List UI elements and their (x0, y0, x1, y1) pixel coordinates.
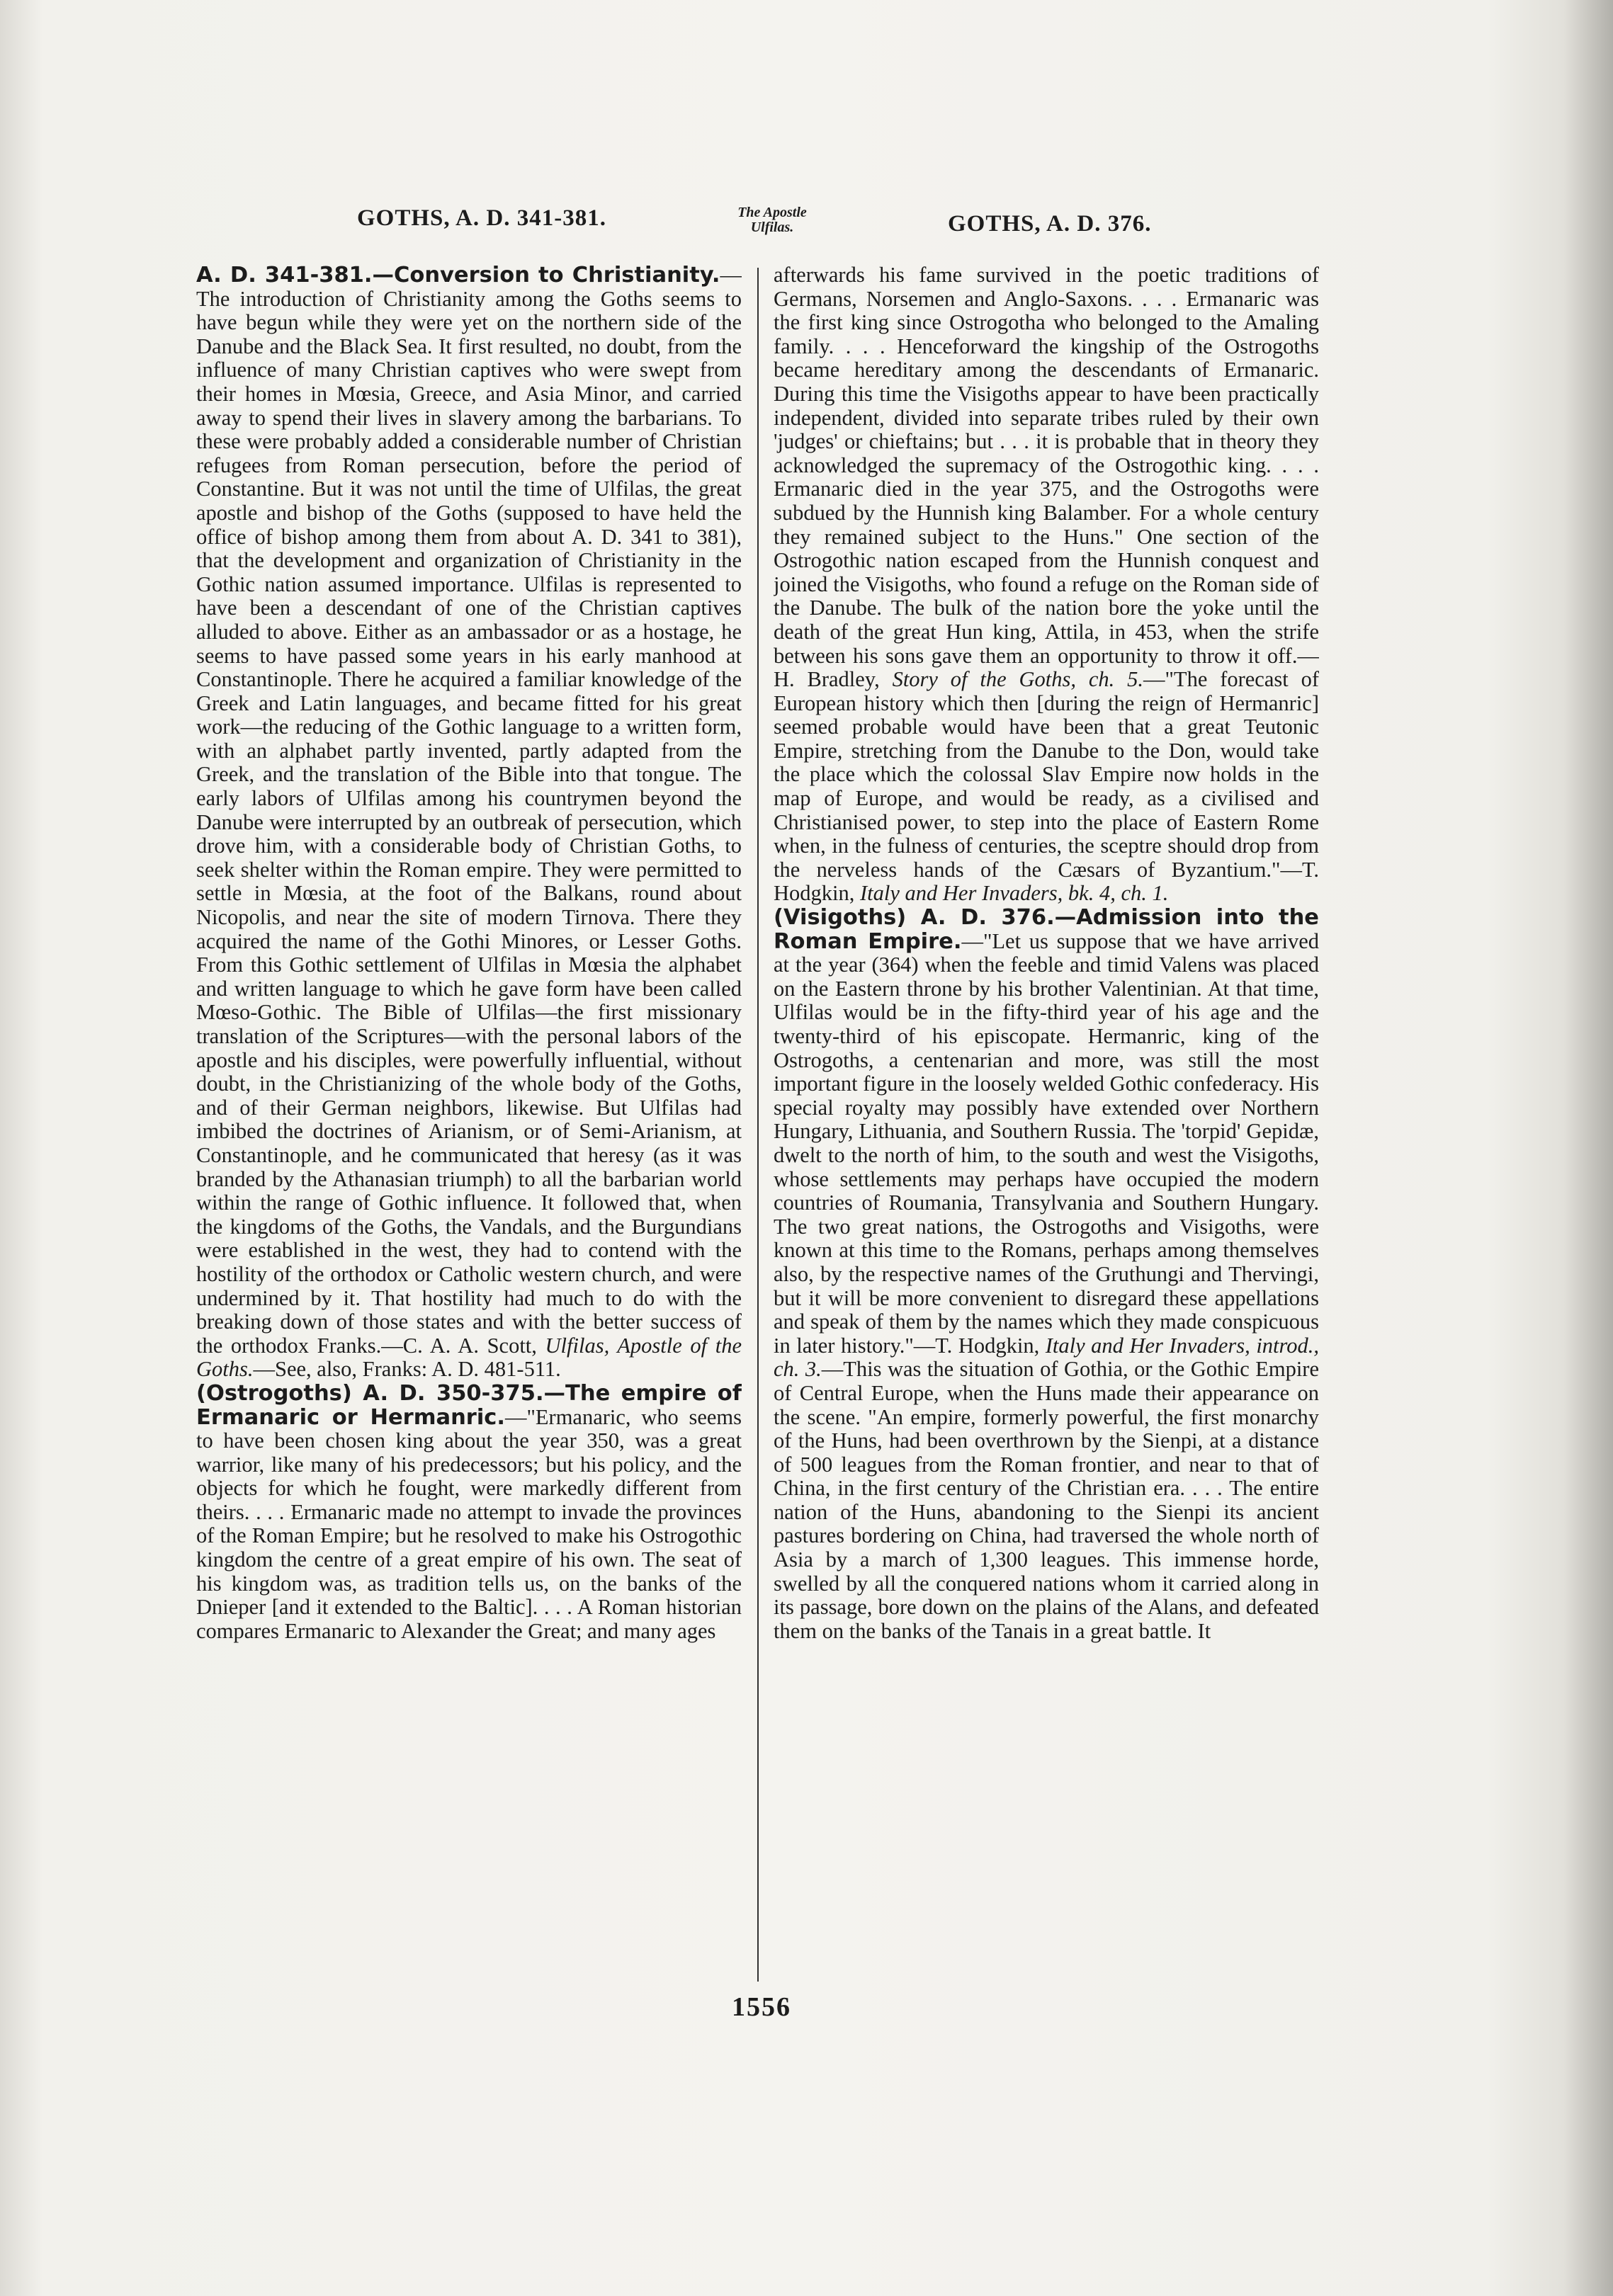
entry-body: afterwards his fame survived in the poetic traditions of Germans, Norsemen and Anglo-Saxons. . . . Ermanaric was the first king since Ostrogotha who belonged to the Amaling family. . . . Henceforward the kingship of the Ostrogoths became hereditary among the descendants of Ermanaric. During this time the Visigoths appear to have been practically independent, divided into separate tribes ruled by their own 'judges' or chieftains; but . . . it is probable that in theory they acknowledged the supremacy of the Ostrogothic king. . . . Ermanaric died in the year 375, and the Ostrogoths were subdued by the Hunnish king Balamber. For a whole century they remained subject to the Huns." One section of the Ostrogothic nation escaped from the Hunnish conquest and joined the Visigoths, who found a refuge on the Roman side of the Danube. The bulk of the nation bore the yoke until the death of the great Hun king, Attila, in 453, when the strife between his sons gave them an opportunity to throw it off.—H. Bradley, (774, 263, 1319, 692)
entry-heading: A. D. 341-381.—Conversion to Christianity. (196, 263, 720, 288)
left-column (196, 263, 742, 1977)
running-head-right: GOTHS, A. D. 376. (948, 211, 1152, 237)
running-head-center-line1: The Apostle (737, 205, 807, 220)
entry-body: —The introduction of Christianity among the Goths seems to have begun while they were yet on the northern side of the Danube and the Black Sea. It first resulted, no doubt, from the influence of many Christian captives who were swept from their homes in Mœsia, Greece, and Asia Minor, and carried away to spend their lives in slavery among the barbarians. To these were probably added a considerable number of Christian refugees from Roman persecution, before the period of Constantine. But it was not until the time of Ulfilas, the great apostle and bishop of the Goths (supposed to have held the office of bishop among them from about A. D. 341 to 381), that the development and organization of Christianity in the Gothic nation assumed importance. Ulfilas is represented to have been a descendant of one of the Christian captives alluded to above. Either as an ambassador or as a hostage, he seems to have passed some years in his early manhood at Constantinople. There he acquired a familiar knowledge of the Greek and Latin languages, and became fitted for his great work—the reducing of the Gothic language to a written form, with an alphabet partly invented, partly adapted from the Greek, and the translation of the Bible into that tongue. The early labors of Ulfilas among his countrymen beyond the Danube were interrupted by an outbreak of persecution, which drove him, with a considerable body of Christian Goths, to seek shelter within the Roman empire. They were permitted to settle in Mœsia, at the foot of the Balkans, round about Nicopolis, and near the site of modern Tirnova. There they acquired the name of the Gothi Minores, or Lesser Goths. From this Gothic settlement of Ulfilas in Mœsia the alphabet and written language to which he gave form have been called Mœso-Gothic. The Bible of Ulfilas—the first missionary translation of the Scriptures—with the personal labors of the apostle and his disciples, were powerfully influential, without doubt, in the Christianizing of the whole body of the Goths, and of their German neighbors, likewise. But Ulfilas had imbibed the doctrines of Arianism, or of Semi-Arianism, at Constantinople, and he communicated that heresy (as it was branded by the Athanasian triumph) to all the barbarian world within the range of Gothic influence. It followed that, when the kingdoms of the Goths, the Vandals, and the Burgundians were established in the west, they had to contend with the hostility of the orthodox or Catholic western church, and were undermined by it. That hostility had much to do with the breaking down of those states and with the better success of the orthodox Franks.—C. A. A. Scott, (196, 263, 742, 1358)
running-head-center (719, 205, 825, 235)
entry-ermanaric-continued (774, 263, 1319, 906)
entry-heading: (Ostrogoths) A. D. 350-375.—The empire of Ermanaric or Hermanric. (196, 1380, 742, 1430)
entry-body: —"Ermanaric, who seems to have been chosen king about the year 350, was a great warrior, like many of his predecessors; but his policy, and the objects for which he fought, were markedly different from theirs. . . . Ermanaric made no attempt to invade the provinces of the Roman Empire; but he resolved to make his Ostrogothic kingdom the centre of a great empire of his own. The seat of his kingdom was, as tradition tells us, on the banks of the Dnieper [and it extended to the Baltic]. . . . A Roman historian compares Ermanaric to Alexander the Great; and many ages (196, 1404, 742, 1643)
column-rule (757, 268, 759, 1982)
entry-citation: Ulfilas, Apostle of the Goths. (196, 1333, 742, 1382)
entry-citation: Italy and Her Invaders, introd., ch. 3. (774, 1333, 1319, 1382)
entry-body: —"The forecast of European history which then [during the reign of Hermanric] seemed probable would have been that a great Teutonic Empire, stretching from the Danube to the Don, would take the place which the colossal Slav Empire now holds in the map of Europe, and would be ready, as a civilised and Christianised power, to step into the place of Eastern Rome when, in the fulness of centuries, the sceptre should drop from the nerveless hands of the Cæsars of Byzantium."—T. Hodgkin, (774, 667, 1319, 906)
running-head-left: GOTHS, A. D. 341-381. (357, 205, 606, 231)
entry-see-also: —See, also, Franks: A. D. 481-511. (253, 1357, 561, 1382)
page-number: 1556 (732, 1992, 791, 2022)
running-head-center-line2: Ulfilas. (750, 220, 794, 235)
page-edge-shadow (1563, 0, 1613, 2296)
entry-body: —This was the situation of Gothia, or the Gothic Empire of Central Europe, when the Huns made their appearance on the scene. "An empire, formerly powerful, the first monarchy of the Huns, had been overthrown by the Sienpi, at a distance of 500 leagues from the Roman frontier, and near to that of China, in the first century of the Christian era. . . . The entire nation of the Huns, abandoning to the Sienpi its ancient pastures bordering on China, had traversed the whole north of Asia by a march of 1,300 leagues. This immense horde, swelled by all the conquered nations whom it carried along in its passage, bore down on the plains of the Alans, and defeated them on the banks of the Tanais in a great battle. It (774, 1357, 1319, 1643)
right-column (774, 263, 1319, 1977)
entry-citation: Italy and Her Invaders, bk. 4, ch. 1. (860, 881, 1169, 906)
entry-body: —"Let us suppose that we have arrived at the year (364) when the feeble and timid Valens was placed on the Eastern throne by his brother Valentinian. At that time, Ulfilas would be in the fifty-third year of his age and the twenty-third of his episcopate. Hermanric, king of the Ostrogoths, a centenarian and more, was still the most important figure in the loosely welded Gothic confederacy. His special royalty may possibly have extended over Northern Hungary, Lithuania, and Southern Russia. The 'torpid' Gepidæ, dwelt to the north of him, to the south and west the Visigoths, whose settlements may perhaps have occupied the modern countries of Roumania, Transylvania and Southern Hungary. The two great nations, the Ostrogoths and Visigoths, were known at this time to the Romans, perhaps among themselves also, by the respective names of the Gruthungi and Thervingi, but it will be more convenient to disregard these appellations and speak of them by the names which they made conspicuous in later history."—T. Hodgkin, (774, 928, 1319, 1358)
entry-citation: Story of the Goths, ch. 5. (892, 667, 1143, 692)
running-head (333, 204, 1211, 261)
entry-heading: (Visigoths) A. D. 376.—Admission into the Roman Empire. (774, 905, 1319, 954)
